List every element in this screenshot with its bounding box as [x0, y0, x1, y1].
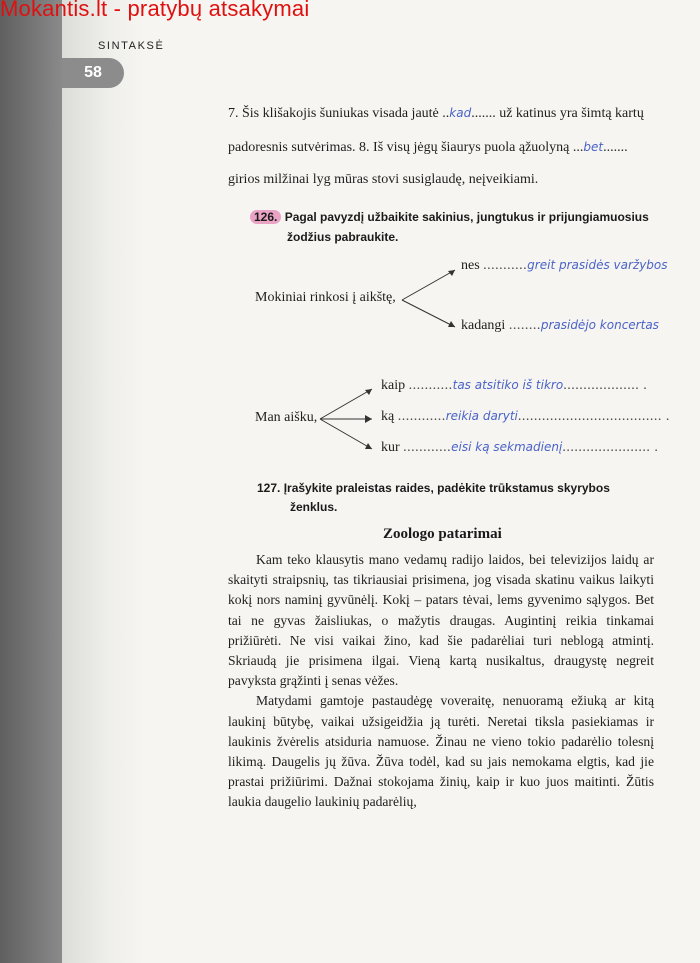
sentence-2-branch-kaip: kaip ...........tas atsitiko iš tikro................... . — [381, 378, 648, 393]
branch-line-kaip — [320, 389, 372, 419]
exercise-number: 127. — [257, 481, 281, 495]
story-paragraph-2: Matydami gamtoje pastaudėgę voveraitę, nenuoramą ežiuką ar kitą laukinį būtybę, vaikai užsigeidžia ją turėti. Neretai tiksla pasiekiamas ir laukinis žvėrelis atsiduria namuose. Žinau ne vieno tokio padarėlio tolesnį likimą. Daugelis jų žūva. Žūva todėl, kad su jais nemokama elgtis, kad jie prastai prižiūrimi. Dažnai stokojama žinių, kaip ir kuo juos maitinti. Žūtis laukia daugelio laukinių padarėlių, — [228, 693, 654, 810]
section-title: SINTAKSĖ — [98, 40, 165, 52]
story-text — [228, 550, 654, 813]
intro-line-2: padoresnis sutvėrimas. 8. Iš visų jėgų šiaurys puola ąžuolyną ...bet....... — [228, 140, 628, 155]
branch-line-kadangi — [402, 300, 455, 327]
sentence-1-branch-nes: nes ...........greit prasidės varžybos — [461, 258, 668, 273]
site-watermark: Mokantis.lt - pratybų atsakymai — [0, 0, 310, 21]
intro-line-3: girios milžinai lyg mūras stovi susiglaudę, neįveikiami. — [228, 172, 539, 187]
story-title: Zoologo patarimai — [383, 526, 502, 542]
handwritten-answer: greit prasidės varžybos — [527, 258, 668, 272]
sentence-2-branch-ka: ką ............reikia daryti.................................... . — [381, 409, 670, 424]
sentence-2-branch-kur: kur ............eisi ką sekmadienį...................... . — [381, 440, 659, 455]
handwritten-answer: tas atsitiko iš tikro — [452, 378, 564, 392]
handwritten-answer: reikia daryti — [445, 409, 518, 423]
story-paragraph-1: Kam teko klausytis mano vedamų radijo laidos, bei televizijos laidų ar skaityti straipsnių, tas tikriausiai prisimena, jog visada skatinu vaikus laikyti kokį nors naminį gyvūnėlį. Kokį – patars tėvai, lems gyvenimo sąlygos. Bet tai ne gyvas žaisliukas, o mažytis draugas. Augintinį reikia tinkamai prižiūrėti. Ne visi vaikai žino, kad šie padarėliai turi neblogą atmintį. Skriaudą jie prisimena ilgai. Vieną kartą nusikaltus, draugystę negreit pavyksta grąžinti į senas vėžes. — [228, 552, 654, 689]
sentence-2-main: Man aišku, — [255, 410, 318, 425]
sentence-1-branch-kadangi: kadangi ........prasidėjo koncertas — [461, 318, 659, 333]
handwritten-answer: eisi ką sekmadienį — [451, 440, 563, 454]
handwritten-answer: bet — [583, 140, 604, 154]
arrow-head — [365, 415, 372, 423]
handwritten-answer: prasidėjo koncertas — [540, 318, 659, 332]
page-number: 58 — [62, 58, 124, 88]
exercise-127-instruction-2: ženklus. — [290, 500, 338, 514]
exercise-127-instruction: 127. Įrašykite praleistas raides, padėkite trūkstamus skyrybos — [257, 481, 610, 495]
exercise-126-instruction: 126. Pagal pavyzdį užbaikite sakinius, jungtukus ir prijungiamuosius — [250, 210, 649, 224]
branch-line-nes — [402, 270, 455, 300]
handwritten-answer: kad — [449, 106, 472, 120]
exercise-126-instruction-2: žodžius pabraukite. — [287, 230, 399, 244]
exercise-number-badge: 126. — [250, 210, 281, 224]
intro-line-1: 7. Šis klišakojis šuniukas visada jautė ..kad....... už katinus yra šimtą kartų — [228, 106, 644, 121]
sentence-1-main: Mokiniai rinkosi į aikštę, — [255, 290, 396, 305]
branch-line-kur — [320, 419, 372, 449]
